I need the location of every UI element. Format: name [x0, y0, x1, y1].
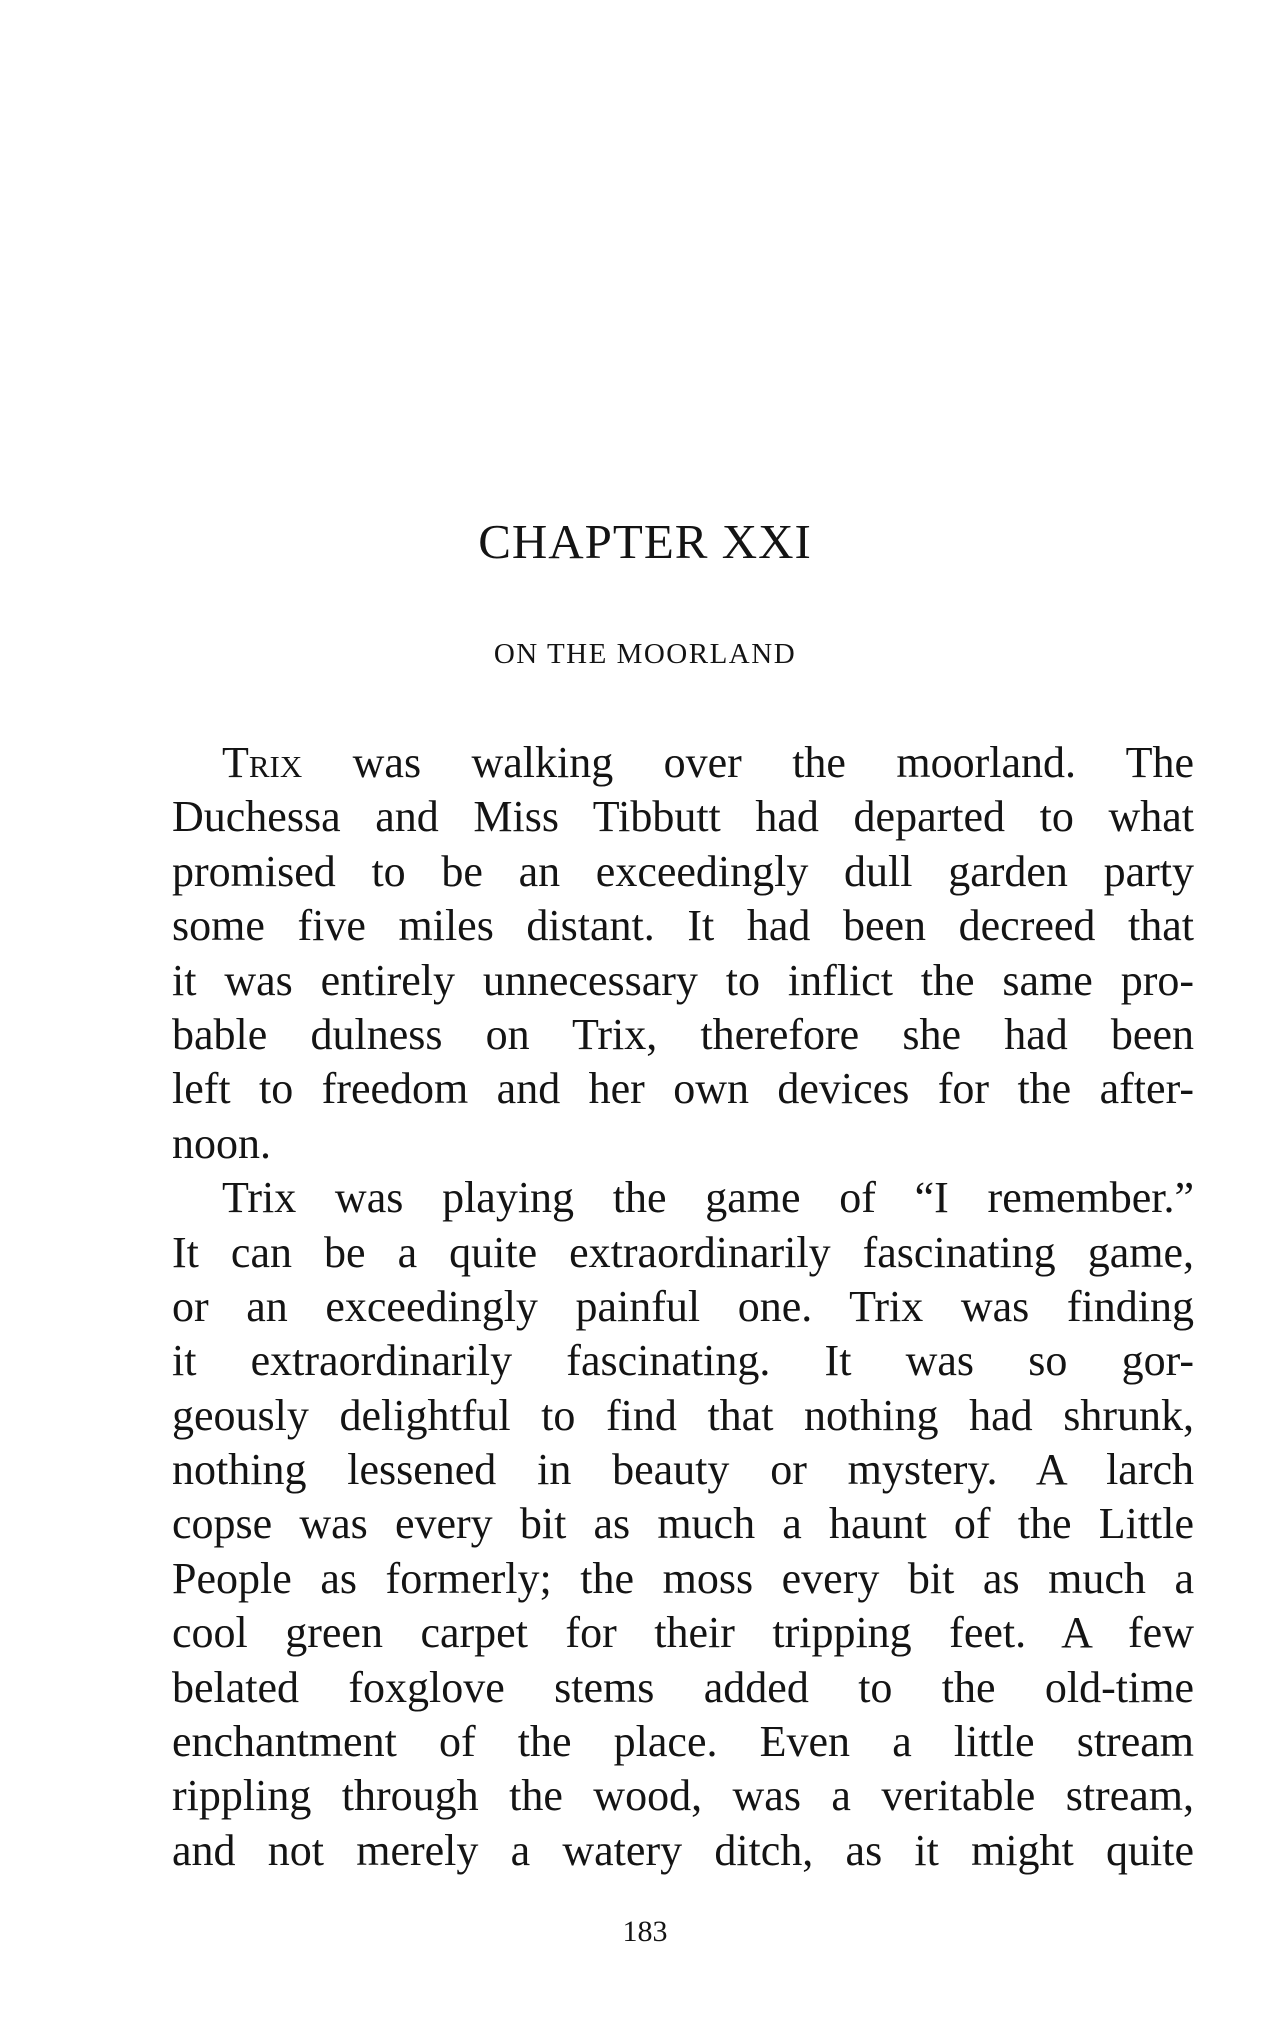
text-line: Duchessa and Miss Tibbutt had departed to what — [172, 792, 1194, 842]
text-line: enchantment of the place. Even a little stream — [172, 1717, 1194, 1767]
text-line: People as formerly; the moss every bit as much a — [172, 1553, 1194, 1603]
text-line: cool green carpet for their tripping feet. A few — [172, 1608, 1194, 1658]
text-line: it extraordinarily fascinating. It was so gor- — [172, 1336, 1194, 1386]
lead-word: Trix — [222, 738, 303, 787]
text-line: nothing lessened in beauty or mystery. A larch — [172, 1445, 1194, 1495]
chapter-title: CHAPTER XXI — [478, 514, 812, 569]
text-line: rippling through the wood, was a veritable stream, — [172, 1771, 1194, 1821]
text-line: left to freedom and her own devices for the after- — [172, 1064, 1194, 1114]
chapter-subtitle: ON THE MOORLAND — [493, 638, 797, 670]
text-line: it was entirely unnecessary to inflict the same pro- — [172, 955, 1194, 1005]
text-line: noon. — [172, 1118, 271, 1168]
text-line: promised to be an exceedingly dull garden party — [172, 846, 1194, 896]
text-line: bable dulness on Trix, therefore she had been — [172, 1009, 1194, 1059]
text-line: geously delightful to find that nothing had shrunk, — [172, 1390, 1194, 1440]
text-line: It can be a quite extraordinarily fascinating game, — [172, 1227, 1194, 1277]
page-number: 183 — [622, 1915, 668, 1948]
text-line: and not merely a watery ditch, as it might quite — [172, 1825, 1194, 1875]
text-line: some five miles distant. It had been decreed that — [172, 901, 1194, 951]
text-line: copse was every bit as much a haunt of the Little — [172, 1499, 1194, 1549]
first-line-rest: was walking over the moorland. The — [302, 738, 1194, 787]
text-line: Trix was playing the game of “I remember.” — [222, 1173, 1194, 1223]
body-text — [172, 736, 1194, 1878]
text-line: or an exceedingly painful one. Trix was finding — [172, 1281, 1194, 1331]
text-line — [172, 736, 1194, 790]
text-line: belated foxglove stems added to the old-time — [172, 1662, 1194, 1712]
